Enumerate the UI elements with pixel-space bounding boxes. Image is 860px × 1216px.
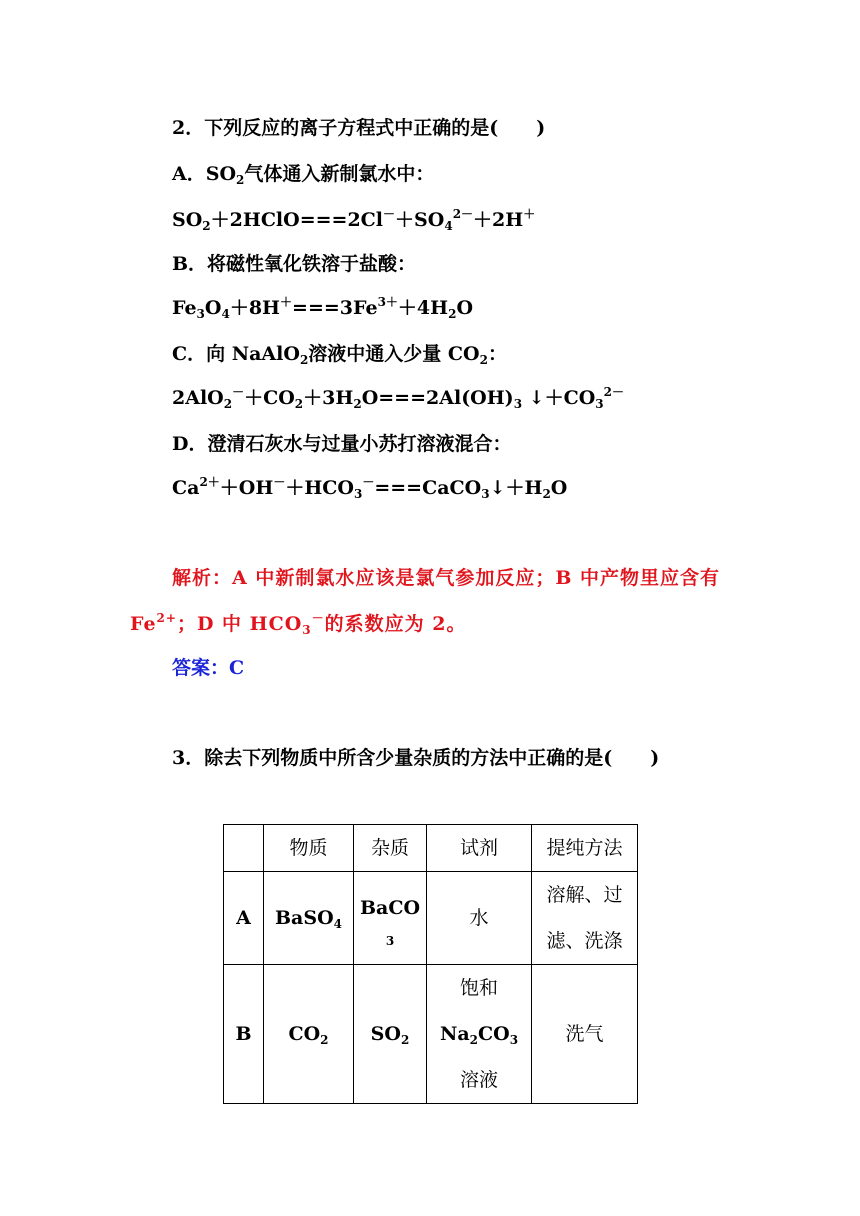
- equation-d: $Ca^{2+}+OH^-+HCO_3^-===CaCO_3↓+H_2O$: [172, 475, 568, 501]
- impurity-cell: $SO_2$: [354, 965, 427, 1104]
- row-label: A: [224, 872, 264, 965]
- option-d: D．澄清石灰水与过量小苏打溶液混合：: [172, 433, 512, 455]
- impurity-cell: BaCO 3: [354, 872, 427, 965]
- option-a: A．$SO_2$气体通入新制氯水中：: [172, 163, 435, 187]
- question-2-stem: 2．下列反应的离子方程式中正确的是( ): [172, 117, 546, 139]
- analysis-line-1: 解析：A 中新制氯水应该是氯气参加反应；B 中产物里应含有: [172, 567, 721, 589]
- header-cell: 提纯方法: [532, 825, 638, 872]
- analysis-label: 解析：: [172, 567, 233, 589]
- header-cell: 物质: [264, 825, 354, 872]
- table-header-row: [224, 825, 638, 872]
- reagent-cell: 水: [427, 872, 532, 965]
- answer-label: 答案：: [172, 657, 230, 679]
- method-cell: 洗气: [532, 965, 638, 1104]
- header-cell: 杂质: [354, 825, 427, 872]
- header-cell: [224, 825, 264, 872]
- purification-table: [223, 824, 638, 1104]
- table-row: [224, 965, 638, 1104]
- analysis-line-2: $Fe^{2+}$；D 中 $HCO_3^-$的系数应为 2。: [130, 611, 467, 637]
- option-c: C．向 NaAlO$_2$溶液中通入少量 $CO_2$：: [172, 343, 507, 367]
- method-cell: 溶解、过 滤、洗涤: [532, 872, 638, 965]
- equation-a: $SO_2+2HClO===2Cl^-+SO_4^{2-}+2H^+$: [172, 207, 536, 233]
- answer-line: [172, 656, 244, 680]
- equation-c: $2AlO_2^-+CO_2+3H_2O===2Al(OH)_3$ $↓+CO_3^{2-}$: [172, 385, 624, 411]
- substance-cell: $CO_2$: [264, 965, 354, 1104]
- table-row: [224, 872, 638, 965]
- substance-cell: BaSO$_4$: [264, 872, 354, 965]
- question-3-stem: 3．除去下列物质中所含少量杂质的方法中正确的是( ): [172, 747, 660, 769]
- option-b: B．将磁性氧化铁溶于盐酸：: [172, 253, 417, 275]
- reagent-cell: 饱和 $Na_2CO_3$ 溶液: [427, 965, 532, 1104]
- answer-value: C: [229, 657, 245, 679]
- header-cell: 试剂: [427, 825, 532, 872]
- row-label: B: [224, 965, 264, 1104]
- equation-b: $Fe_3O_4+8H^+===3Fe^{3+}+4H_2O$: [172, 295, 474, 321]
